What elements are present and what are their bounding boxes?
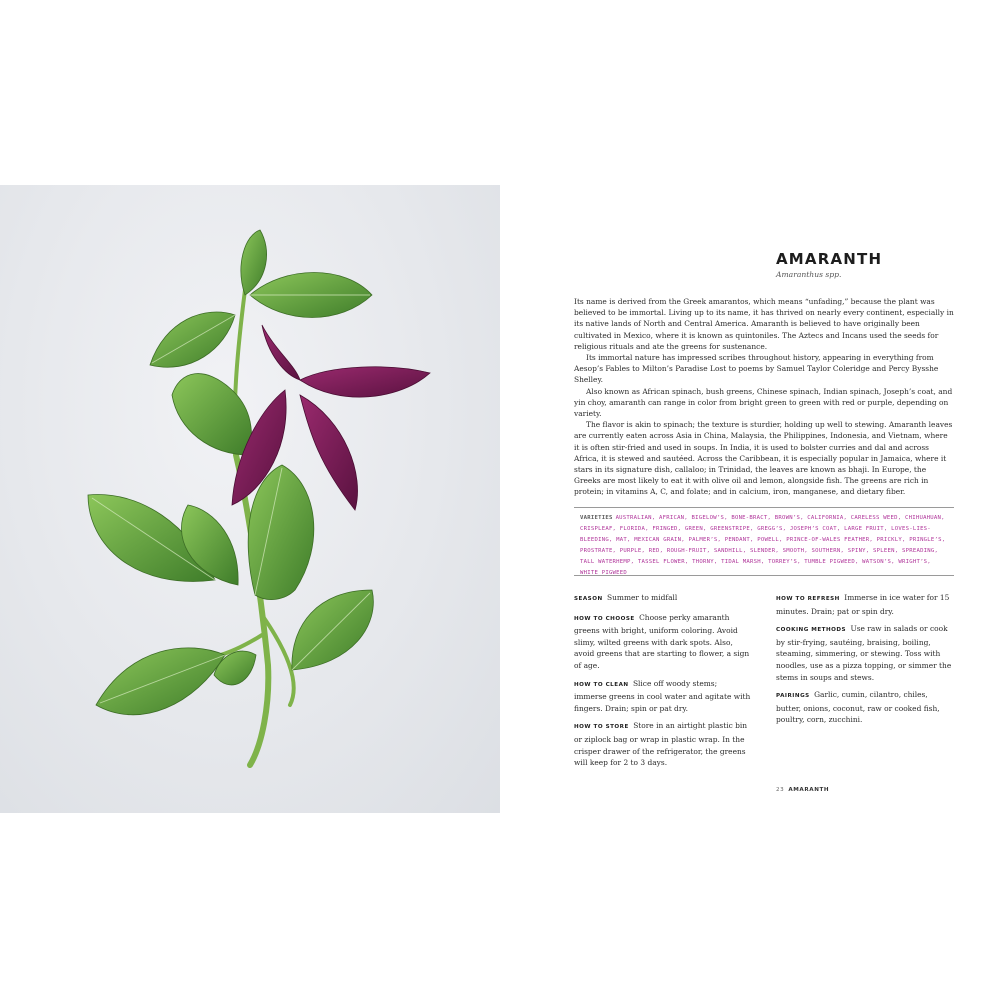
entry-title: AMARANTH (776, 250, 883, 268)
detail-text: Immerse in ice water for 15 minutes. Drain; pat or spin dry. (776, 593, 950, 616)
body-paragraph: The flavor is akin to spinach; the texture is sturdier, holding up well to stewing. Amaranth leaves are currently eaten across Asia in China, Malaysia, the Philippines, Indonesia, and Vietnam, where it is often stir-fried and used in soups. In India, it is used to bolster curries and dal and across Africa, it is stewed and sautéed. Across the Caribbean, it is especially popular in Jamaica, where it stars in its signature dish, callaloo; in Trinidad, the leaves are known as bhaji. In Europe, the Greeks are most likely to eat it with olive oil and lemon, alongside fish. The greens are rich in protein; in vitamins A, C, and folate; and in calcium, iron, manganese, and dietary fiber. (574, 420, 953, 497)
amaranth-photo (0, 185, 500, 813)
details-left-column (574, 592, 752, 775)
amaranth-illustration (0, 185, 500, 813)
page-footer (776, 787, 829, 793)
body-paragraph: Its immortal nature has impressed scribes throughout history, appearing in everything from Aesop’s Fables to Milton’s Paradise Lost to poems by Samuel Taylor Coleridge and Percy Bysshe Shelley. (574, 353, 939, 385)
detail-label: PAIRINGS (776, 693, 810, 700)
detail-text: Slice off woody stems; immerse greens in cool water and agitate with fingers. Drain; spin or pat dry. (574, 678, 751, 713)
detail-text: Use raw in salads or cook by stir-frying, sautéing, braising, boiling, steaming, simmering, or stewing. Toss with noodles, use as a pizza topping, or simmer the stems in soups and stews. (776, 624, 952, 682)
details-right-column (776, 592, 954, 732)
detail-text: Garlic, cumin, cilantro, chiles, butter, onions, coconut, raw or cooked fish, poultry, corn, zucchini. (776, 690, 940, 725)
running-title: AMARANTH (788, 787, 830, 793)
detail-pairings (776, 689, 954, 726)
detail-cooking-methods (776, 623, 954, 683)
varieties-box (580, 513, 952, 578)
detail-text: Summer to midfall (607, 593, 678, 602)
detail-text: Store in an airtight plastic bin or ziplock bag or wrap in plastic wrap. In the crisper drawer of the refrigerator, the greens will keep for 2 to 3 days. (574, 721, 748, 768)
varieties-list: AUSTRALIAN, AFRICAN, BIGELOW’S, BONE-BRACT, BROWN’S, CALIFORNIA, CARELESS WEED, CHIHUAHUAN, CRISPLEAF, FLORIDA, FRINGED, GREEN, GREENSTRIPE, GREGG’S, JOSEPH’S COAT, LARGE FRUIT, LOVES-LIES-BLEEDING, MAT, MEXICAN GRAIN, PALMER’S, PENDANT, POWELL, PRINCE-OF-WALES FEATHER, PRICKLY, PRINGLE’S, PROSTRATE, PURPLE, RED, ROUGH-FRUIT, SANDHILL, SLENDER, SMOOTH, SOUTHERN, SPINY, SPLEEN, SPREADING, TALL WATERHEMP, TASSEL FLOWER, THORNY, TIDAL MARSH, TORREY’S, TUMBLE PIGWEED, WATSON’S, WRIGHT’S, WHITE PIGWEED (580, 515, 946, 576)
detail-label: HOW TO REFRESH (776, 596, 840, 602)
detail-label: SEASON (574, 596, 603, 602)
detail-how-to-clean (574, 678, 752, 715)
body-paragraph: Also known as African spinach, bush greens, Chinese spinach, Indian spinach, Joseph’s coat, and yin choy, amaranth can range in color from bright green to green with red or purple, depending on variety. (574, 386, 953, 419)
detail-how-to-refresh (776, 592, 954, 617)
body-text (574, 296, 954, 498)
body-paragraph: Its name is derived from the Greek amarantos, which means “unfading,” because the plant was believed to be immortal. Living up to its name, it has thrived on nearly every continent, especially in its native lands of North and Central America. Amaranth is believed to have originally been cultivated in Mexico, where it is known as quintoniles. The Aztecs and Incans used the seeds for religious rituals and ate the greens for sustenance. (574, 297, 954, 351)
detail-label: HOW TO CHOOSE (574, 615, 635, 622)
detail-label: HOW TO STORE (574, 724, 629, 731)
detail-how-to-store (574, 720, 752, 768)
latin-name: Amaranthus spp. (776, 270, 842, 279)
divider (574, 575, 954, 576)
detail-season (574, 592, 752, 606)
detail-how-to-choose (574, 612, 752, 672)
page-number: 23 (776, 787, 785, 793)
varieties-label: VARIETIES (580, 515, 613, 521)
detail-label: COOKING METHODS (776, 627, 847, 634)
detail-label: HOW TO CLEAN (574, 681, 629, 688)
detail-text: Choose perky amaranth greens with bright, uniform coloring. Avoid slimy, wilted greens with dark spots. Also, avoid greens that are starting to flower, a sign of age. (574, 612, 750, 670)
divider (574, 507, 954, 508)
